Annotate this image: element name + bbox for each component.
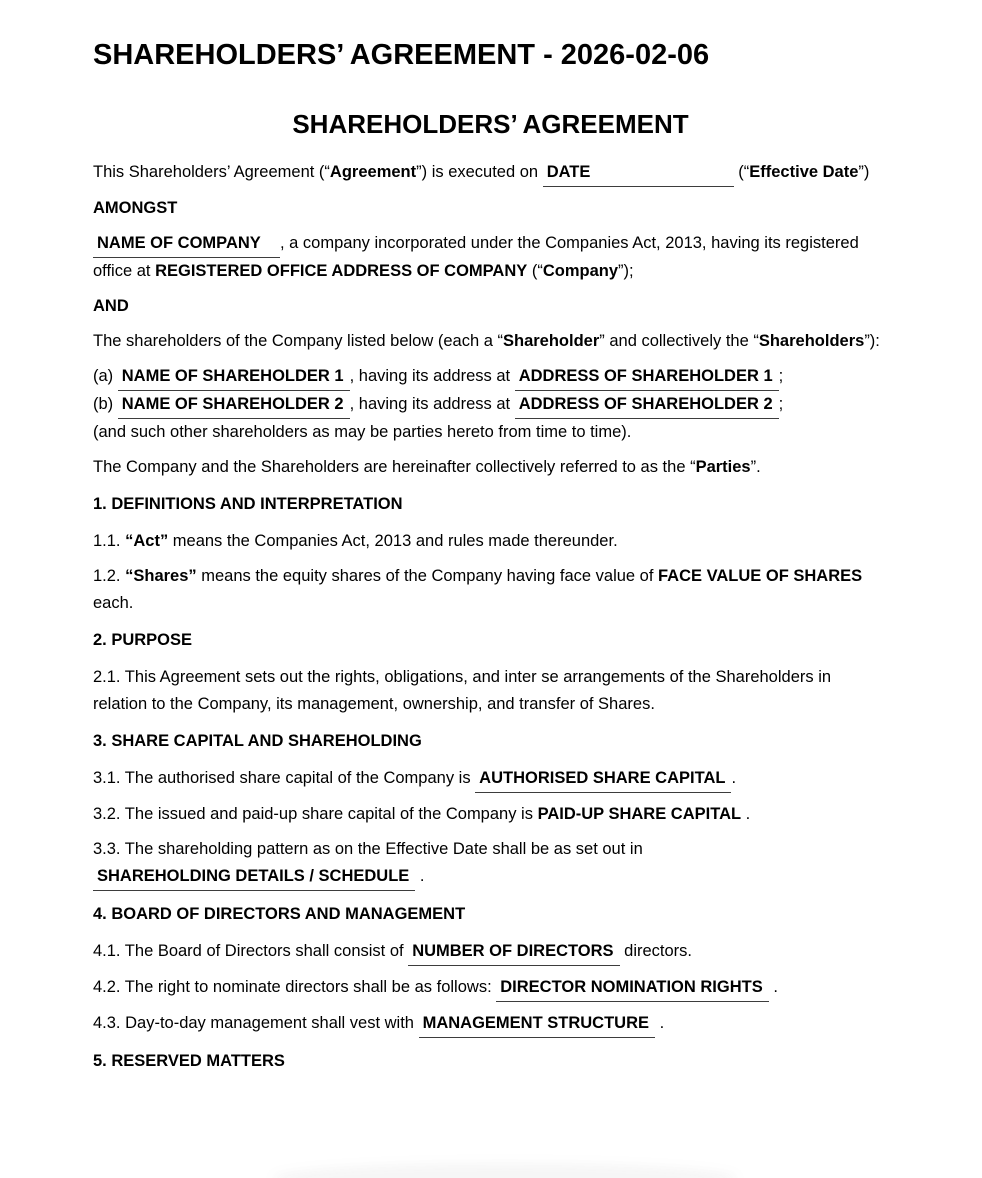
text-run: (and such other shareholders as may be parties hereto from time to time). (93, 423, 632, 441)
registered-office-placeholder: REGISTERED OFFICE ADDRESS OF COMPANY (155, 262, 528, 280)
intro-paragraph (93, 159, 888, 187)
text-run: , having its address at (349, 367, 515, 385)
text-run: This Shareholders’ Agreement (“ (93, 163, 330, 181)
text-run: The Company and the Shareholders are hereinafter collectively referred to as the “ (93, 458, 696, 476)
text-run: 3.2. The issued and paid-up share capital of the Company is (93, 805, 538, 823)
bold-text-run: Company (542, 262, 619, 280)
text-run: ”); (618, 262, 634, 280)
clause-3-1 (93, 765, 888, 793)
text-run: means the equity shares of the Company having face value of (196, 567, 659, 585)
bold-text-run: AMONGST (93, 199, 178, 217)
bold-text-run: “Shares” (125, 567, 197, 585)
text-run: 4.3. Day-to-day management shall vest with (93, 1014, 419, 1032)
text-run: The shareholders of the Company listed below (each a “ (93, 332, 503, 350)
section-3-heading (93, 728, 888, 755)
text-run: . (768, 978, 778, 996)
text-run: . (741, 805, 751, 823)
text-run: directors. (619, 942, 692, 960)
clause-2-1 (93, 664, 888, 718)
bold-text-run: “Act” (125, 532, 169, 550)
clause-3-3 (93, 836, 888, 891)
bold-text-run: Shareholder (502, 332, 600, 350)
number-of-directors-blank: NUMBER OF DIRECTORS (408, 939, 619, 966)
amongst-label (93, 195, 888, 222)
text-run: . (415, 867, 425, 885)
bold-text-run: AND (93, 297, 129, 315)
text-run: (a) (93, 367, 118, 385)
shareholder-list (93, 363, 888, 446)
text-run: 1.1. (93, 532, 126, 550)
text-run: , a company incorporated under the Companies Act, 2013, having its registered office at (93, 234, 859, 280)
bottom-fade-shadow (272, 1163, 738, 1178)
paidup-capital-placeholder: PAID-UP SHARE CAPITAL (537, 805, 742, 823)
company-paragraph (93, 230, 888, 285)
text-run: . (655, 1014, 665, 1032)
date-blank: DATE (543, 160, 734, 187)
clause-4-1 (93, 938, 888, 966)
director-nomination-blank: DIRECTOR NOMINATION RIGHTS (496, 975, 768, 1002)
section-4-heading (93, 901, 888, 928)
parties-paragraph (93, 454, 888, 481)
text-run: 1.2. (93, 567, 126, 585)
face-value-placeholder: FACE VALUE OF SHARES (658, 567, 863, 585)
bold-text-run: Parties (695, 458, 751, 476)
and-label (93, 293, 888, 320)
text-run: ; (778, 367, 784, 385)
bold-text-run: Shareholders (758, 332, 865, 350)
clause-3-2 (93, 801, 888, 828)
section-1-heading (93, 491, 888, 518)
text-run: (“ (733, 163, 750, 181)
text-run: each. (93, 594, 134, 612)
text-run: 2.1. This Agreement sets out the rights, obligations, and inter se arrangements of the Shareholders in relation to the Company, its management, ownership, and transfer of Shares. (93, 668, 832, 713)
text-run: 4.2. The right to nominate directors shall be as follows: (93, 978, 497, 996)
text-run: (“ (527, 262, 543, 280)
text-run: ”) (858, 163, 870, 181)
bold-text-run: 5. RESERVED MATTERS (93, 1052, 285, 1070)
management-structure-blank: MANAGEMENT STRUCTURE (419, 1011, 655, 1038)
shareholder2-name-blank: NAME OF SHAREHOLDER 2 (118, 392, 350, 419)
section-2-heading (93, 627, 888, 654)
text-run: (b) (93, 395, 118, 413)
text-run: ”) is executed on (416, 163, 543, 181)
shareholding-schedule-blank: SHAREHOLDING DETAILS / SCHEDULE (93, 864, 415, 891)
company-name-blank: NAME OF COMPANY (93, 231, 280, 258)
document-body (93, 159, 888, 1075)
shareholder2-address-blank: ADDRESS OF SHAREHOLDER 2 (515, 392, 779, 419)
bold-text-run: Agreement (329, 163, 417, 181)
bold-text-run: Effective Date (749, 163, 859, 181)
section-5-heading (93, 1048, 888, 1075)
text-run: ”): (864, 332, 880, 350)
bold-text-run: 1. DEFINITIONS AND INTERPRETATION (93, 495, 403, 513)
text-run: 3.3. The shareholding pattern as on the Effective Date shall be as set out in (93, 840, 643, 858)
bold-text-run: 2. PURPOSE (93, 631, 193, 649)
clause-4-2 (93, 974, 888, 1002)
text-run: 4.1. The Board of Directors shall consist of (93, 942, 409, 960)
text-run: ” and collectively the “ (599, 332, 759, 350)
bold-text-run: 4. BOARD OF DIRECTORS AND MANAGEMENT (93, 905, 466, 923)
text-run: ”. (750, 458, 761, 476)
text-run: . (731, 769, 737, 787)
shareholders-intro-paragraph (93, 328, 888, 355)
text-run: ; (778, 395, 784, 413)
shareholder1-name-blank: NAME OF SHAREHOLDER 1 (118, 364, 350, 391)
document-heading: SHAREHOLDERS’ AGREEMENT (292, 109, 689, 139)
text-run: , having its address at (349, 395, 515, 413)
clause-4-3 (93, 1010, 888, 1038)
authorised-capital-blank: AUTHORISED SHARE CAPITAL (475, 766, 731, 793)
text-run: means the Companies Act, 2013 and rules made thereunder. (168, 532, 618, 550)
shareholder1-address-blank: ADDRESS OF SHAREHOLDER 1 (515, 364, 779, 391)
text-run: 3.1. The authorised share capital of the Company is (93, 769, 476, 787)
bold-text-run: 3. SHARE CAPITAL AND SHAREHOLDING (93, 732, 422, 750)
page-title: SHAREHOLDERS’ AGREEMENT - 2026-02-06 (93, 39, 710, 71)
clause-1-1 (93, 528, 888, 555)
clause-1-2 (93, 563, 888, 617)
